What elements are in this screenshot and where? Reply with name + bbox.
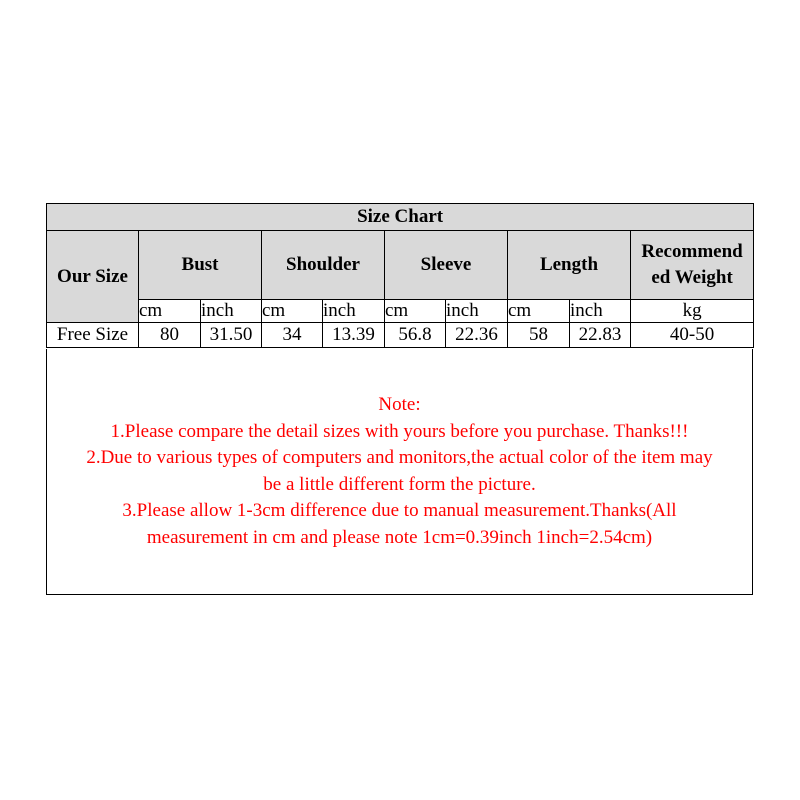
unit-bust-cm: cm xyxy=(139,300,201,323)
size-chart-table xyxy=(46,203,754,348)
unit-shoulder-cm: cm xyxy=(262,300,323,323)
header-weight-line1: Recommend xyxy=(641,241,743,262)
note-line-2a: 2.Due to various types of computers and monitors,the actual color of the item may xyxy=(86,447,713,468)
cell-shoulder-inch: 13.39 xyxy=(323,323,385,348)
unit-bust-inch: inch xyxy=(201,300,262,323)
unit-sleeve-cm: cm xyxy=(385,300,446,323)
cell-shoulder-cm: 34 xyxy=(262,323,323,348)
note-title: Note: xyxy=(378,394,421,415)
cell-sleeve-inch: 22.36 xyxy=(446,323,508,348)
header-weight-line2: ed Weight xyxy=(651,267,733,288)
note-line-3a: 3.Please allow 1-3cm difference due to manual measurement.Thanks(All xyxy=(122,500,677,521)
unit-length-inch: inch xyxy=(570,300,631,323)
note-line-3b: measurement in cm and please note 1cm=0.39inch 1inch=2.54cm) xyxy=(146,526,653,548)
note-line-1: 1.Please compare the detail sizes with yours before you purchase. Thanks!!! xyxy=(110,420,689,442)
unit-length-cm: cm xyxy=(508,300,570,323)
unit-shoulder-inch: inch xyxy=(323,300,385,323)
header-our-size: Our Size xyxy=(47,231,139,323)
header-length: Length xyxy=(508,231,631,300)
notes-box xyxy=(46,349,753,595)
header-shoulder: Shoulder xyxy=(262,231,385,300)
cell-length-cm: 58 xyxy=(508,323,570,348)
unit-weight-kg: kg xyxy=(631,300,754,323)
cell-weight-kg: 40-50 xyxy=(631,323,754,348)
table-row xyxy=(47,323,754,348)
unit-sleeve-inch: inch xyxy=(446,300,508,323)
size-chart-title: Size Chart xyxy=(47,204,754,231)
header-sleeve: Sleeve xyxy=(385,231,508,300)
cell-size: Free Size xyxy=(47,323,139,348)
cell-bust-cm: 80 xyxy=(139,323,201,348)
header-recommended-weight xyxy=(631,231,754,300)
cell-sleeve-cm: 56.8 xyxy=(385,323,446,348)
note-line-2b: be a little different form the picture. xyxy=(263,473,536,495)
cell-length-inch: 22.83 xyxy=(570,323,631,348)
header-bust: Bust xyxy=(139,231,262,300)
cell-bust-inch: 31.50 xyxy=(201,323,262,348)
